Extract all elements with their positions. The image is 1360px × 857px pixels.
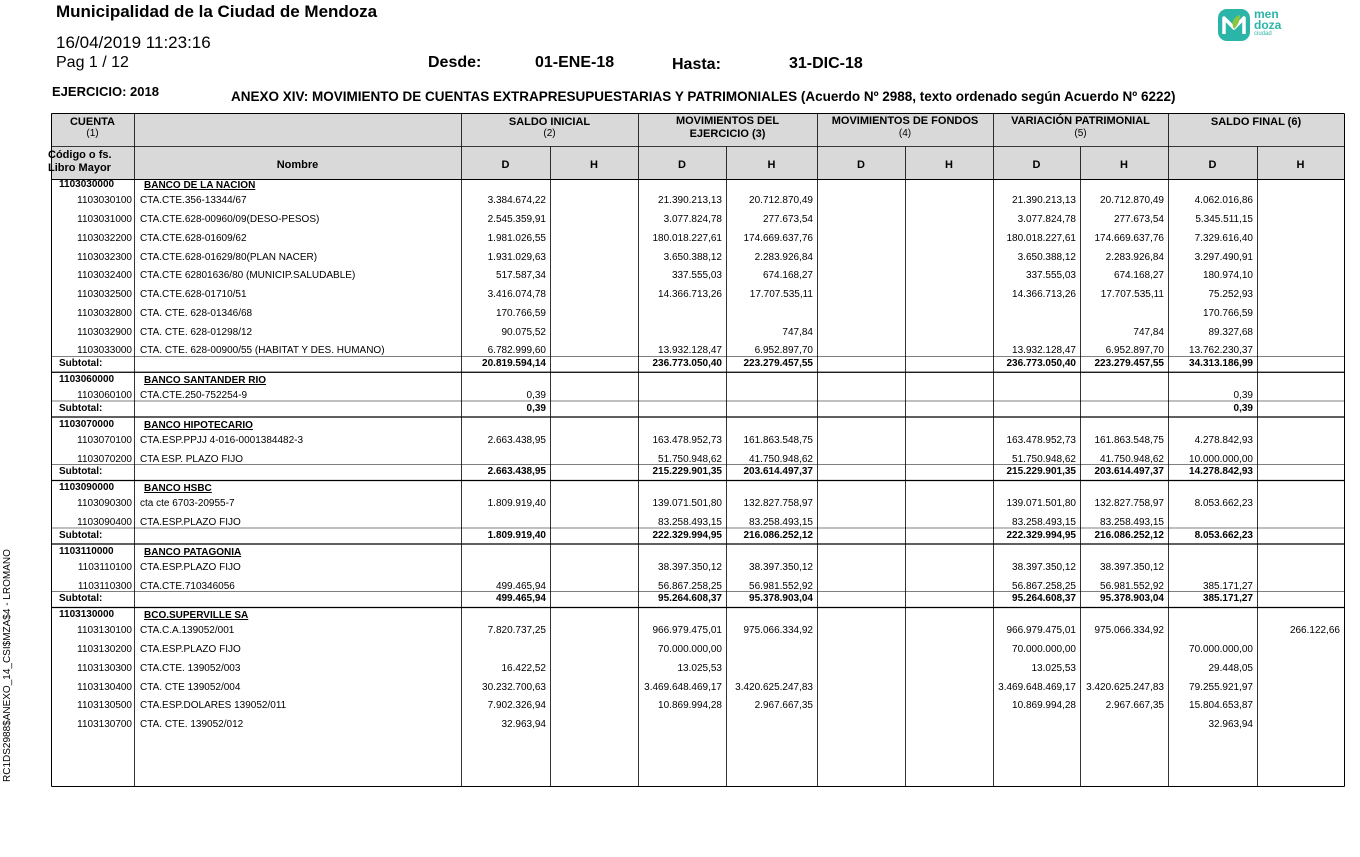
amount-vp-h: 161.863.548,75 <box>1094 434 1164 446</box>
amount-si-d: 6.782.999,60 <box>487 345 546 357</box>
amount-sf-d: 0,39 <box>1233 390 1253 402</box>
amount-vp-d: 13.025,53 <box>1031 662 1076 674</box>
account-name: CTA.CTE 62801636/80 (MUNICIP.SALUDABLE) <box>140 270 356 282</box>
group-name: BANCO HSBC <box>144 483 212 494</box>
amount-me-h: 20.712.870,49 <box>749 195 813 207</box>
anexo-title: ANEXO XIV: MOVIMIENTO DE CUENTAS EXTRAPRESUPUESTARIAS Y PATRIMONIALES (Acuerdo Nº 2988, texto ordenado según Acuerdo Nº 6222) <box>231 89 1176 104</box>
amount-si-d: 1.981.026,55 <box>487 232 546 244</box>
subtotal-vp-h: 95.378.903,04 <box>1100 593 1164 604</box>
header-debe: D <box>1032 159 1041 171</box>
amount-sf-d: 70.000.000,00 <box>1189 644 1253 656</box>
account-name: CTA. CTE. 628-01298/12 <box>140 326 253 338</box>
amount-vp-d: 38.397.350,12 <box>1012 561 1076 573</box>
amount-me-d: 3.077.824,78 <box>663 214 722 226</box>
group-code: 1103110000 <box>59 545 114 557</box>
subtotal-label: Subtotal: <box>59 466 103 477</box>
account-code: 1103130700 <box>77 719 132 731</box>
header-mov-ejercicio-2: EJERCICIO (3) <box>689 128 766 140</box>
amount-sf-h: 266.122,66 <box>1289 625 1340 637</box>
amount-sf-d: 8.053.662,23 <box>1194 498 1253 510</box>
subtotal-si-d: 499.465,94 <box>495 593 546 604</box>
amount-me-d: 38.397.350,12 <box>658 561 722 573</box>
subtotal-me-h: 223.279.457,55 <box>743 357 813 369</box>
amount-sf-d: 3.297.490,91 <box>1194 251 1253 263</box>
amount-vp-d: 83.258.493,15 <box>1012 517 1076 529</box>
header-variacion-num: (5) <box>1074 128 1087 139</box>
amount-me-h: 174.669.637,76 <box>743 232 813 244</box>
amount-me-d: 163.478.952,73 <box>652 434 722 446</box>
amount-vp-d: 56.867.258,25 <box>1012 580 1076 592</box>
subtotal-vp-h: 223.279.457,55 <box>1094 357 1164 369</box>
amount-me-d: 13.025,53 <box>677 662 722 674</box>
account-name: CTA. CTE. 628-00900/55 (HABITAT Y DES. HUMANO) <box>140 345 385 357</box>
hasta-value: 31-DIC-18 <box>789 55 863 72</box>
amount-me-d: 3.650.388,12 <box>663 251 722 263</box>
amount-sf-d: 32.963,94 <box>1208 719 1253 731</box>
amount-si-d: 0,39 <box>526 390 546 402</box>
account-name: CTA ESP. PLAZO FIJO <box>140 453 243 465</box>
header-mov-fondos: MOVIMIENTOS DE FONDOS <box>831 115 979 127</box>
amount-me-d: 337.555,03 <box>671 270 722 282</box>
header-codigo: Código o fs. <box>48 149 112 161</box>
header-saldo-final: SALDO FINAL (6) <box>1210 116 1302 128</box>
account-code: 1103032300 <box>77 251 132 263</box>
amount-vp-h: 3.420.625.247,83 <box>1086 681 1164 693</box>
group-name: BANCO SANTANDER RIO <box>144 374 267 386</box>
amount-vp-d: 3.650.388,12 <box>1017 251 1076 263</box>
amount-sf-d: 29.448,05 <box>1208 662 1253 674</box>
amount-si-d: 7.902.326,94 <box>487 700 546 712</box>
amount-vp-d: 13.932.128,47 <box>1012 345 1076 357</box>
amount-me-h: 277.673,54 <box>762 214 813 226</box>
logo-text-line1: men <box>1254 7 1279 21</box>
subtotal-sf-d: 34.313.186,99 <box>1189 357 1253 369</box>
amount-sf-d: 79.255.921,97 <box>1189 681 1253 693</box>
amount-vp-d: 3.469.648.469,17 <box>998 681 1076 693</box>
header-haber: H <box>767 159 776 171</box>
account-name: CTA.CTE.628-00960/09(DESO-PESOS) <box>140 214 320 226</box>
amount-me-d: 83.258.493,15 <box>658 517 722 529</box>
amount-me-h: 747,84 <box>782 326 813 338</box>
account-code: 1103130200 <box>77 644 132 656</box>
amount-vp-h: 975.066.334,92 <box>1094 625 1164 637</box>
report-datetime: 16/04/2019 11:23:16 <box>56 33 211 52</box>
amount-vp-h: 174.669.637,76 <box>1094 232 1164 244</box>
account-code: 1103031000 <box>77 214 132 226</box>
amount-si-d: 3.384.674,22 <box>487 195 546 207</box>
subtotal-si-d: 1.809.919,40 <box>487 529 546 541</box>
amount-si-d: 517.587,34 <box>495 270 546 282</box>
amount-me-d: 51.750.948,62 <box>658 453 722 465</box>
amount-me-h: 83.258.493,15 <box>749 517 813 529</box>
subtotal-vp-h: 216.086.252,12 <box>1094 529 1164 541</box>
logo-text-line3: ciudad <box>1254 31 1272 37</box>
account-name: CTA. CTE 139052/004 <box>140 681 241 693</box>
account-name: CTA.ESP.PLAZO FIJO <box>140 517 241 529</box>
amount-sf-d: 385.171,27 <box>1202 580 1253 592</box>
account-code: 1103032400 <box>77 270 132 282</box>
amount-sf-d: 10.000.000,00 <box>1189 453 1253 465</box>
ejercicio-label: EJERCICIO: 2018 <box>52 84 159 99</box>
header-cuenta-num: (1) <box>86 128 99 139</box>
account-code: 1103110300 <box>77 580 132 592</box>
amount-si-d: 2.545.359,91 <box>487 214 546 226</box>
subtotal-vp-d: 236.773.050,40 <box>1006 357 1076 369</box>
header-debe: D <box>501 159 510 171</box>
account-code: 1103033000 <box>77 345 132 357</box>
amount-si-d: 1.809.919,40 <box>487 498 546 510</box>
amount-me-h: 132.827.758,97 <box>743 498 813 510</box>
account-name: CTA.CTE.628-01609/62 <box>140 232 247 244</box>
header-saldo-inicial-num: (2) <box>543 128 556 139</box>
header-mov-fondos-num: (4) <box>898 128 912 139</box>
account-code: 1103032900 <box>77 326 132 338</box>
amount-vp-h: 132.827.758,97 <box>1094 498 1164 510</box>
header-variacion: VARIACIÓN PATRIMONIAL <box>1011 115 1150 127</box>
subtotal-me-h: 95.378.903,04 <box>749 593 813 604</box>
account-code: 1103130100 <box>77 625 132 637</box>
amount-si-d: 90.075,52 <box>501 326 546 338</box>
amount-me-h: 38.397.350,12 <box>749 561 813 573</box>
amount-sf-d: 7.329.616,40 <box>1194 232 1253 244</box>
amount-vp-d: 21.390.213,13 <box>1012 195 1076 207</box>
subtotal-vp-h: 203.614.497,37 <box>1094 466 1164 477</box>
organization-title: Municipalidad de la Ciudad de Mendoza <box>56 2 378 21</box>
account-code: 1103090300 <box>77 498 132 510</box>
amount-vp-h: 41.750.948,62 <box>1100 453 1164 465</box>
subtotal-label: Subtotal: <box>59 593 103 604</box>
subtotal-label: Subtotal: <box>59 529 103 541</box>
amount-si-d: 170.766,59 <box>495 307 546 319</box>
amount-me-d: 14.366.713,26 <box>658 289 722 301</box>
subtotal-vp-d: 215.229.901,35 <box>1006 466 1076 477</box>
amount-vp-h: 2.967.667,35 <box>1105 700 1164 712</box>
amount-me-h: 56.981.552,92 <box>749 580 813 592</box>
amount-me-h: 6.952.897,70 <box>754 345 813 357</box>
mendoza-m-leaf-icon <box>1217 7 1251 43</box>
amount-sf-d: 180.974,10 <box>1202 270 1253 282</box>
amount-si-d: 2.663.438,95 <box>487 434 546 446</box>
account-code: 1103070100 <box>77 434 132 446</box>
group-code: 1103090000 <box>59 482 115 493</box>
account-name: CTA.CTE.710346056 <box>140 580 235 592</box>
account-code: 1103110100 <box>77 561 132 573</box>
amount-vp-d: 14.366.713,26 <box>1012 289 1076 301</box>
account-name: CTA.CTE.628-01710/51 <box>140 289 247 301</box>
account-name: CTA.C.A.139052/001 <box>140 625 235 637</box>
amount-vp-h: 277.673,54 <box>1113 214 1164 226</box>
subtotal-si-d: 0,39 <box>526 402 546 414</box>
account-name: CTA.ESP.PPJJ 4-016-0001384482-3 <box>140 434 304 446</box>
amount-si-d: 30.232.700,63 <box>482 681 546 693</box>
amount-sf-d: 5.345.511,15 <box>1195 214 1253 226</box>
subtotal-si-d: 2.663.438,95 <box>487 466 546 477</box>
subtotal-me-d: 236.773.050,40 <box>652 357 722 369</box>
group-name: BANCO PATAGONIA <box>144 546 242 558</box>
subtotal-me-d: 215.229.901,35 <box>652 466 722 477</box>
amount-vp-h: 83.258.493,15 <box>1100 517 1164 529</box>
amount-vp-h: 747,84 <box>1133 326 1164 338</box>
account-code: 1103130400 <box>77 681 132 693</box>
amount-si-d: 499.465,94 <box>495 580 546 592</box>
subtotal-me-d: 95.264.608,37 <box>658 593 722 604</box>
page-number: Pag 1 / 12 <box>56 54 129 71</box>
amount-si-d: 7.820.737,25 <box>487 625 546 637</box>
subtotal-vp-d: 95.264.608,37 <box>1012 593 1076 604</box>
amount-vp-d: 139.071.501,80 <box>1006 498 1076 510</box>
group-code: 1103070000 <box>59 418 115 430</box>
amount-me-h: 17.707.535,11 <box>749 289 813 301</box>
header-cuenta: CUENTA <box>69 116 115 128</box>
amount-vp-d: 180.018.227,61 <box>1006 232 1076 244</box>
group-code: 1103060000 <box>59 373 115 385</box>
account-name: CTA.CTE.628-01629/80(PLAN NACER) <box>140 251 318 263</box>
account-name: CTA.CTE.356-13344/67 <box>140 195 247 207</box>
subtotal-me-h: 216.086.252,12 <box>743 529 813 541</box>
group-name: BANCO HIPOTECARIO <box>144 419 253 431</box>
header-debe: D <box>1208 159 1217 171</box>
header-haber: H <box>1120 159 1128 171</box>
account-name: CTA.ESP.PLAZO FIJO <box>140 644 241 656</box>
amount-vp-h: 2.283.926,84 <box>1105 251 1164 263</box>
amount-me-d: 10.869.994,28 <box>658 700 722 712</box>
header-mov-ejercicio: MOVIMIENTOS DEL <box>675 115 780 127</box>
account-name: CTA.ESP.PLAZO FIJO <box>140 561 241 573</box>
amount-me-d: 70.000.000,00 <box>658 644 722 656</box>
subtotal-me-h: 203.614.497,37 <box>743 466 813 477</box>
amount-me-h: 674.168,27 <box>762 270 813 282</box>
account-code: 1103060100 <box>77 390 132 402</box>
amount-vp-d: 163.478.952,73 <box>1006 434 1076 446</box>
amount-vp-d: 966.979.475,01 <box>1006 625 1076 637</box>
account-name: CTA.CTE. 139052/003 <box>140 662 241 674</box>
group-name: BANCO DE LA NACION <box>144 180 256 191</box>
amount-sf-d: 13.762.230,37 <box>1189 345 1253 357</box>
account-code: 1103030100 <box>77 195 132 207</box>
amount-sf-d: 89.327,68 <box>1208 326 1253 338</box>
mendoza-logo <box>1217 7 1293 45</box>
account-code: 1103130500 <box>77 700 132 712</box>
subtotal-vp-d: 222.329.994,95 <box>1006 529 1076 541</box>
amount-me-d: 56.867.258,25 <box>658 580 722 592</box>
amount-vp-h: 38.397.350,12 <box>1100 561 1164 573</box>
header-saldo-inicial: SALDO INICIAL <box>508 116 591 128</box>
amount-me-h: 975.066.334,92 <box>743 625 813 637</box>
amount-vp-h: 56.981.552,92 <box>1100 580 1164 592</box>
header-nombre: Nombre <box>276 159 319 171</box>
subtotal-sf-d: 385.171,27 <box>1202 593 1253 604</box>
amount-vp-h: 674.168,27 <box>1113 270 1164 282</box>
amount-me-h: 2.967.667,35 <box>754 700 813 712</box>
header-haber: H <box>590 159 598 171</box>
group-name: BCO.SUPERVILLE SA <box>144 610 249 621</box>
header-libro-mayor: Libro Mayor <box>48 162 111 174</box>
header-haber: H <box>945 159 953 171</box>
account-name: CTA.ESP.DOLARES 139052/011 <box>140 700 287 712</box>
amount-vp-d: 51.750.948,62 <box>1012 453 1076 465</box>
subtotal-sf-d: 8.053.662,23 <box>1194 529 1253 541</box>
account-code: 1103070200 <box>77 453 132 465</box>
account-name: cta cte 6703-20955-7 <box>140 498 235 510</box>
group-code: 1103130000 <box>59 609 115 620</box>
amount-si-d: 32.963,94 <box>501 719 546 731</box>
amount-me-d: 3.469.648.469,17 <box>644 681 722 693</box>
amount-vp-d: 10.869.994,28 <box>1012 700 1076 712</box>
amount-vp-h: 6.952.897,70 <box>1105 345 1164 357</box>
amount-me-d: 180.018.227,61 <box>652 232 722 244</box>
header-haber: H <box>1296 159 1305 171</box>
amount-vp-d: 3.077.824,78 <box>1017 214 1076 226</box>
account-code: 1103090400 <box>77 517 132 529</box>
amount-sf-d: 15.804.653,87 <box>1189 700 1253 712</box>
amount-si-d: 16.422,52 <box>501 662 546 674</box>
side-report-code: RC1DS2988$ANEXO_14_CSI$MZA$4 - LROMANO <box>2 549 13 782</box>
amount-si-d: 3.416.074,78 <box>487 289 546 301</box>
amount-me-h: 41.750.948,62 <box>749 453 813 465</box>
logo-text-line2: doza <box>1254 18 1282 32</box>
group-code: 1103030000 <box>59 179 115 190</box>
amount-me-d: 139.071.501,80 <box>652 498 722 510</box>
subtotal-label: Subtotal: <box>59 402 103 414</box>
account-code: 1103032500 <box>77 289 132 301</box>
amount-sf-d: 4.062.016,86 <box>1194 195 1253 207</box>
amount-sf-d: 75.252,93 <box>1208 289 1253 301</box>
subtotal-si-d: 20.819.594,14 <box>482 357 546 369</box>
desde-label: Desde: <box>428 54 482 71</box>
hasta-label: Hasta: <box>672 56 721 73</box>
amount-me-h: 161.863.548,75 <box>743 434 813 446</box>
amount-me-d: 966.979.475,01 <box>652 625 722 637</box>
account-name: CTA. CTE. 139052/012 <box>140 719 244 731</box>
header-debe: D <box>678 159 686 171</box>
account-name: CTA.CTE.250-752254-9 <box>140 390 248 402</box>
account-code: 1103032200 <box>77 232 132 244</box>
account-code: 1103032800 <box>77 307 132 319</box>
amount-me-h: 2.283.926,84 <box>754 251 813 263</box>
subtotal-label: Subtotal: <box>59 357 103 369</box>
amount-sf-d: 170.766,59 <box>1202 307 1253 319</box>
amount-vp-h: 20.712.870,49 <box>1100 195 1164 207</box>
account-code: 1103130300 <box>77 662 132 674</box>
header-debe: D <box>857 159 865 171</box>
amount-vp-d: 70.000.000,00 <box>1012 644 1076 656</box>
subtotal-me-d: 222.329.994,95 <box>652 529 722 541</box>
subtotal-sf-d: 0,39 <box>1233 402 1253 414</box>
amount-sf-d: 4.278.842,93 <box>1194 434 1253 446</box>
desde-value: 01-ENE-18 <box>535 54 615 71</box>
subtotal-sf-d: 14.278.842,93 <box>1189 466 1253 477</box>
amount-vp-h: 17.707.535,11 <box>1100 289 1164 301</box>
amount-me-d: 13.932.128,47 <box>658 345 722 357</box>
amount-me-h: 3.420.625.247,83 <box>735 681 813 693</box>
amount-me-d: 21.390.213,13 <box>658 195 722 207</box>
amount-vp-d: 337.555,03 <box>1025 270 1076 282</box>
account-name: CTA. CTE. 628-01346/68 <box>140 307 253 319</box>
amount-si-d: 1.931.029,63 <box>487 251 546 263</box>
